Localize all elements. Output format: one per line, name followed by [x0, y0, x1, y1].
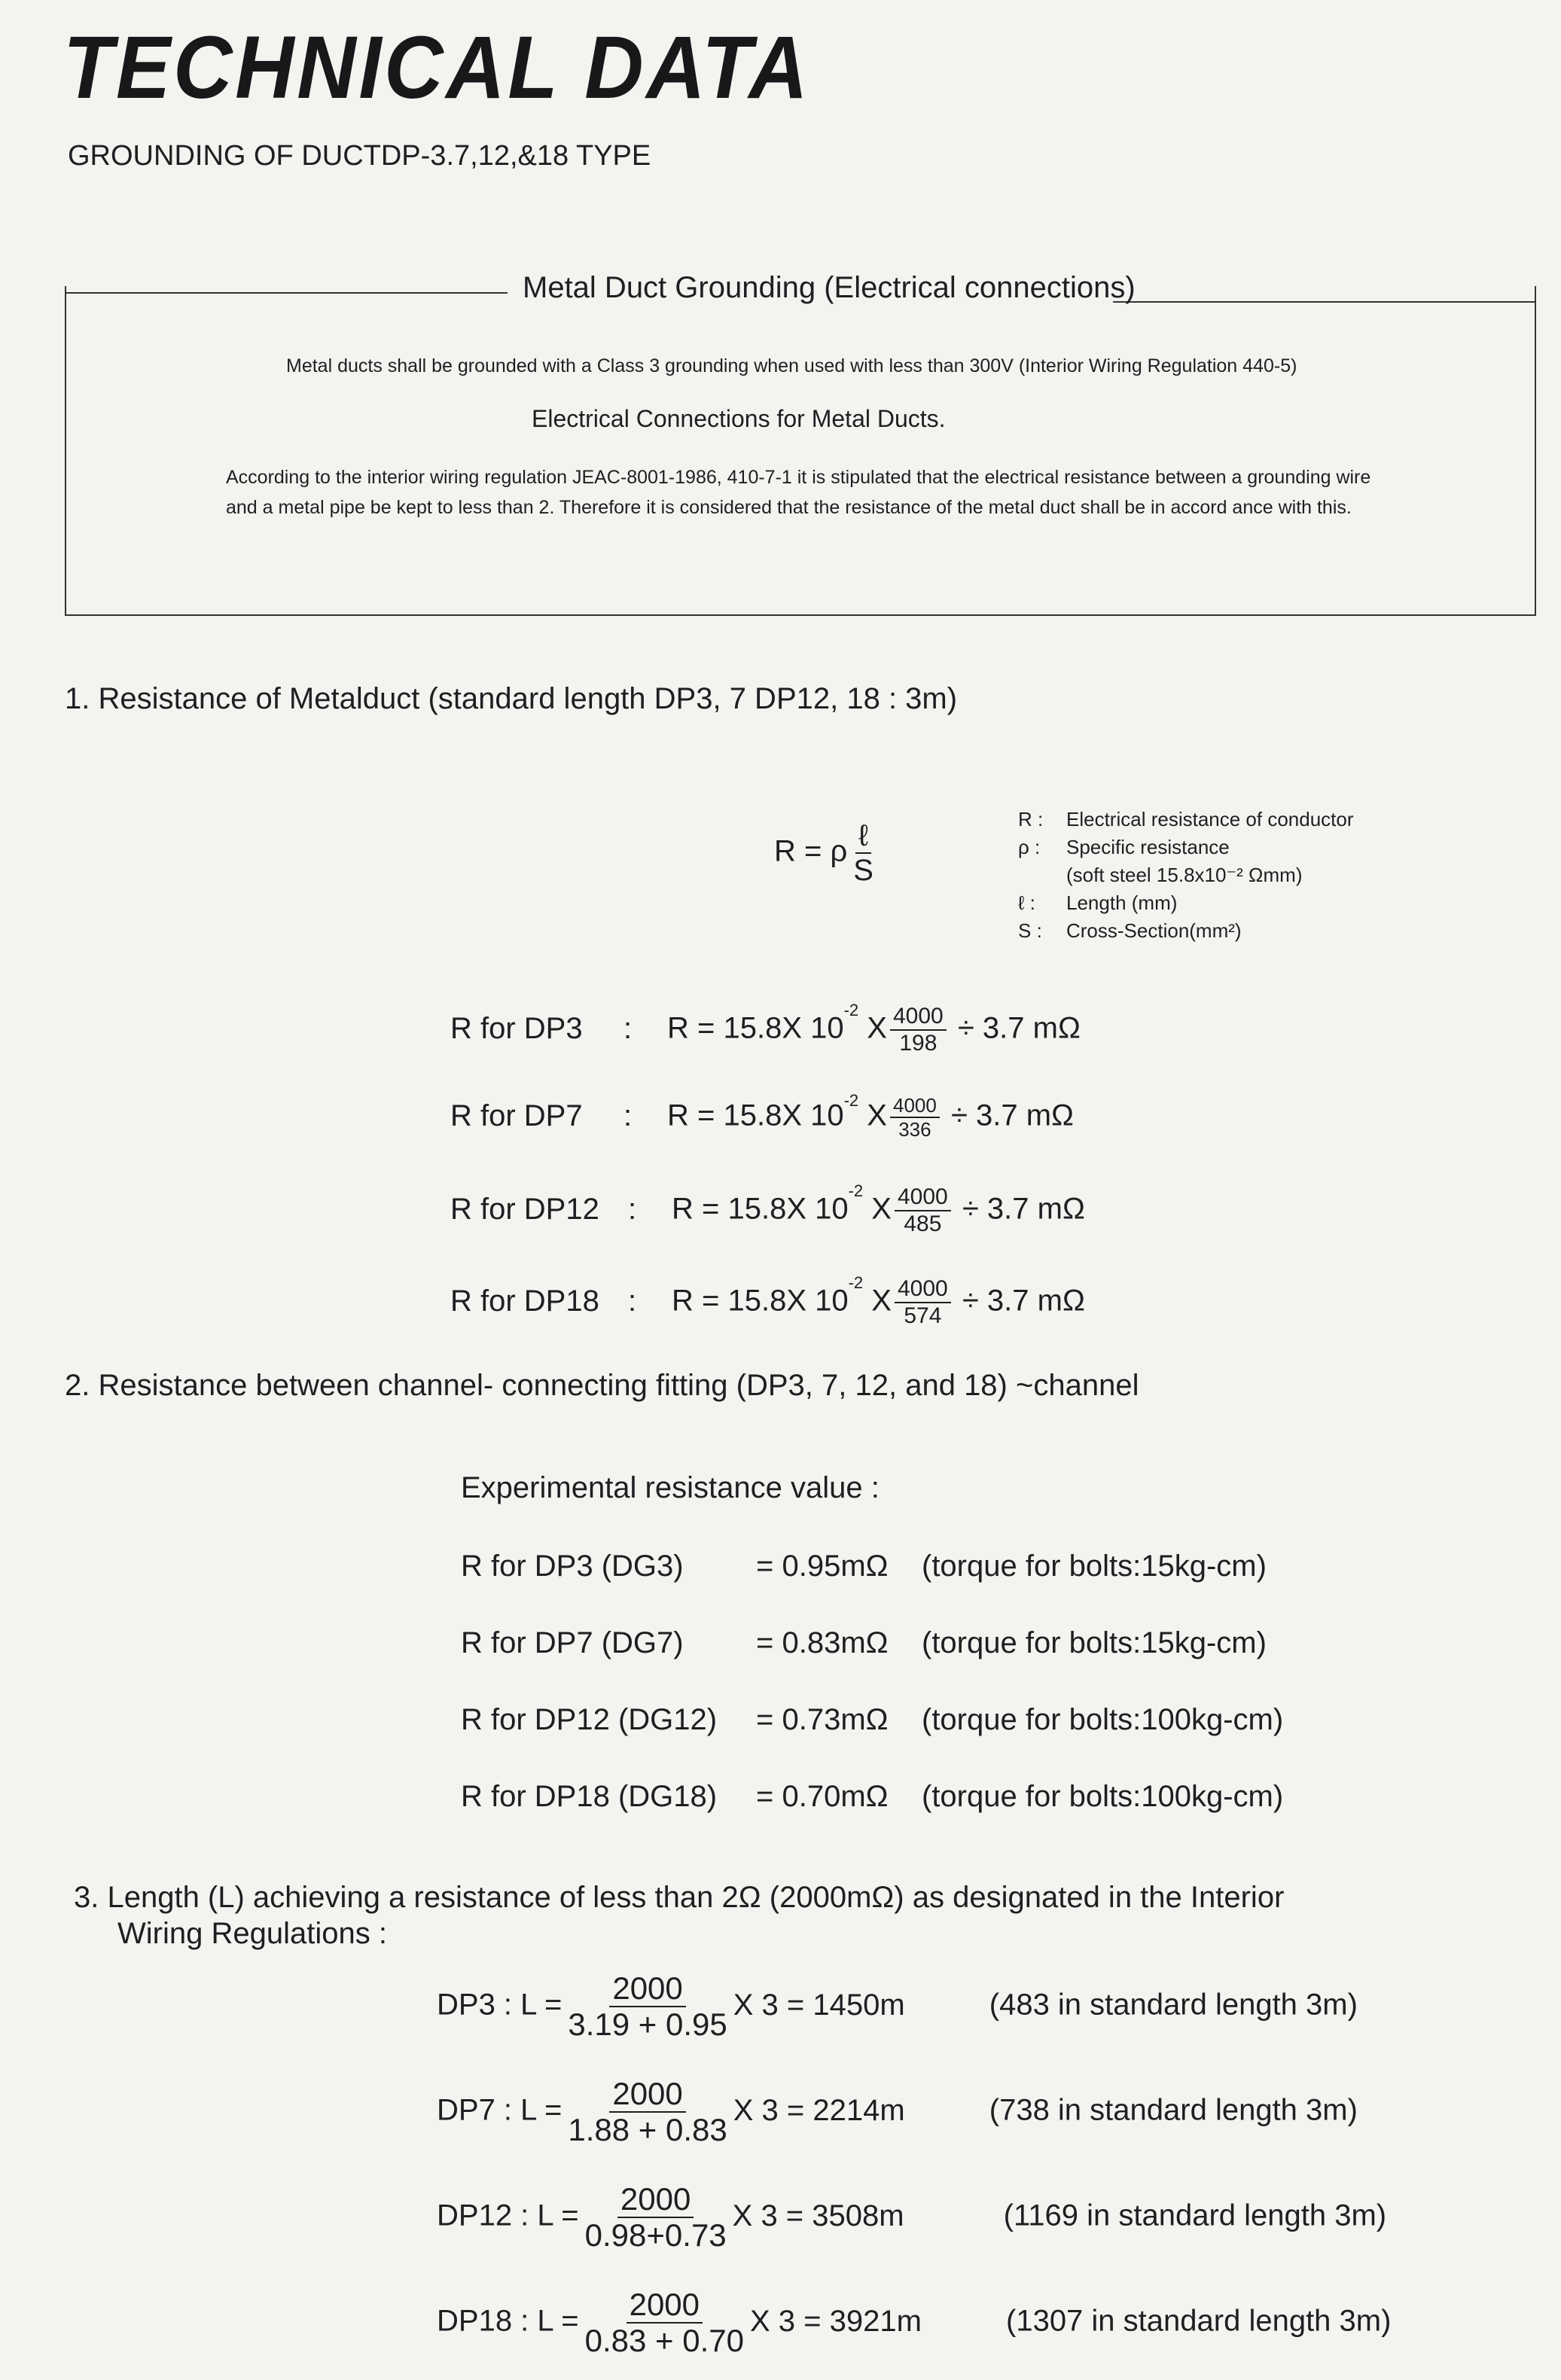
contact-resistance-row: R for DP3 (DG3) = 0.95mΩ (torque for bolts:15kg-cm)	[461, 1550, 1267, 1583]
formula-legend	[1018, 806, 1354, 945]
box-top-border-right	[1113, 301, 1535, 303]
resistance-row-dp7: R for DP7 : R = 15.8X $10^{-2}$ X $\frac{4000}{336}$ ÷ 3.7 mΩ	[450, 1091, 1074, 1141]
legend-item: S : Cross-Section(mm²)	[1018, 919, 1242, 942]
info-box	[65, 286, 1536, 616]
legend-item: ρ : Specific resistance	[1018, 836, 1230, 858]
resistance-row-dp18: R for DP18 : R = 15.8X $10^{-2}$ X $\frac{4000}{574}$ ÷ 3.7 mΩ	[450, 1273, 1085, 1328]
formula-numerator: ℓ	[855, 821, 871, 854]
formula-denominator: S	[853, 854, 873, 887]
length-row-dp18: DP18 : L = $\frac{2000}{0.83 + 0.70}$ X 3 = 3921m (1307 in standard length 3m)	[437, 2287, 1392, 2358]
legend-item: ℓ : Length (mm)	[1018, 891, 1178, 914]
legend-item: R : Electrical resistance of conductor	[1018, 808, 1354, 830]
box-line-4: and a metal pipe be kept to less than 2. Therefore it is considered that the resistance of the metal duct shall be in accord ance with this.	[226, 497, 1352, 518]
box-line-3: According to the interior wiring regulation JEAC-8001-1986, 410-7-1 it is stipulated that the electrical resistance between a grounding wire	[226, 467, 1371, 488]
section2-heading: 2. Resistance between channel- connecting fitting (DP3, 7, 12, and 18) ~channel	[65, 1369, 1139, 1402]
section1-heading: 1. Resistance of Metalduct (standard length DP3, 7 DP12, 18 : 3m)	[65, 682, 958, 715]
box-top-border-left	[65, 292, 508, 294]
contact-resistance-row: R for DP12 (DG12) = 0.73mΩ (torque for bolts:100kg-cm)	[461, 1703, 1284, 1736]
legend-item: (soft steel 15.8x10⁻² Ωmm)	[1066, 864, 1303, 886]
length-row-dp7: DP7 : L = $\frac{2000}{1.88 + 0.83}$ X 3 = 2214m (738 in standard length 3m)	[437, 2076, 1358, 2147]
formula-lhs: R = ρ	[774, 834, 848, 868]
section2-subheading: Experimental resistance value :	[461, 1471, 880, 1504]
length-row-dp3: DP3 : L = $\frac{2000}{3.19 + 0.95}$ X 3 = 1450m (483 in standard length 3m)	[437, 1970, 1358, 2042]
box-line-2: Electrical Connections for Metal Ducts.	[532, 405, 946, 432]
resistance-row-dp3: R for DP3 : R = 15.8X $10^{-2}$ X $\frac{4000}{198}$ ÷ 3.7 mΩ	[450, 1001, 1081, 1056]
section3-heading-line2: Wiring Regulations :	[117, 1917, 387, 1950]
length-row-dp12: DP12 : L = $\frac{2000}{0.98+0.73}$ X 3 = 3508m (1169 in standard length 3m)	[437, 2181, 1387, 2253]
box-title: Metal Duct Grounding (Electrical connections)	[523, 271, 1136, 304]
section3-heading-line1: 3. Length (L) achieving a resistance of less than 2Ω (2000mΩ) as designated in the Interior	[74, 1881, 1285, 1914]
page-subtitle: GROUNDING OF DUCTDP-3.7,12,&18 TYPE	[68, 140, 651, 172]
box-line-1: Metal ducts shall be grounded with a Class 3 grounding when used with less than 300V (Interior Wiring Regulation 440-5)	[286, 355, 1297, 376]
page-title: TECHNICAL DATA	[63, 18, 811, 117]
contact-resistance-row: R for DP7 (DG7) = 0.83mΩ (torque for bolts:15kg-cm)	[461, 1626, 1267, 1659]
contact-resistance-row: R for DP18 (DG18) = 0.70mΩ (torque for bolts:100kg-cm)	[461, 1780, 1284, 1813]
resistance-row-dp12: R for DP12 : R = 15.8X $10^{-2}$ X $\frac{4000}{485}$ ÷ 3.7 mΩ	[450, 1181, 1085, 1236]
general-formula	[774, 821, 880, 885]
